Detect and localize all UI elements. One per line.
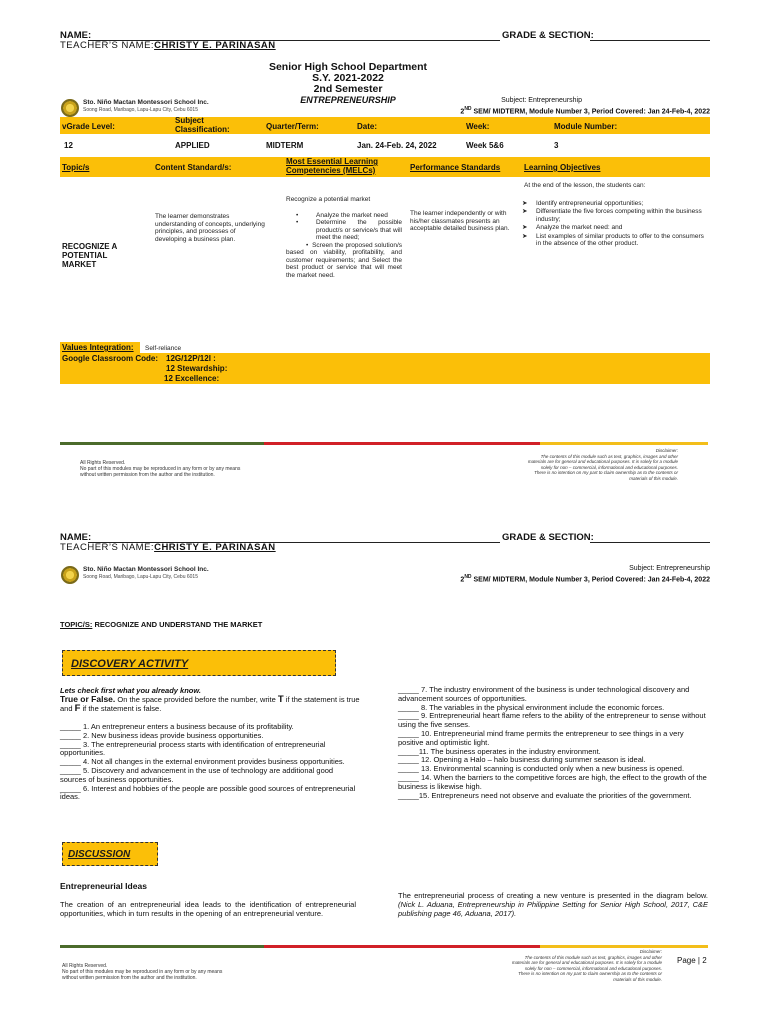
th-module-number: Module Number:	[554, 122, 618, 131]
td-module-number: 3	[554, 141, 559, 150]
discovery-activity-banner	[62, 650, 336, 676]
teacher-label: TEACHER’S NAME:	[60, 542, 155, 553]
gc-code-1: 12G/12P/12I :	[166, 354, 216, 363]
question-item: _____ 7. The industry environment of the business is under technological discovery and advancement sources of opportunities.	[398, 685, 690, 703]
grade-underline	[590, 542, 710, 543]
footer-bar-green	[60, 442, 264, 445]
td-week: Week 5&6	[466, 141, 504, 150]
grade-section-label: GRADE & SECTION:	[502, 532, 594, 543]
th-quarter-term: Quarter/Term:	[266, 122, 319, 131]
department-title: Senior High School Department	[268, 61, 428, 73]
discovery-activity-title: DISCOVERY ACTIVITY	[71, 658, 189, 670]
melc-item-3: • Screen the proposed solution/s based on viability, profitability, and customer requirements; and Select the best product or service that will meet the market need.	[286, 241, 402, 279]
footer-bar-yellow	[540, 945, 708, 948]
question-item: _____ 1. An entrepreneur enters a business because of its profitability.	[60, 722, 294, 731]
values-value: Self-reliance	[145, 345, 182, 352]
objectives-intro: At the end of the lesson, the students can:	[524, 182, 646, 189]
th-performance-standards: Performance Standards	[410, 163, 501, 172]
question-item: _____ 6. Interest and hobbies of the people are possible good sources of entrepreneurial ideas.	[60, 783, 356, 802]
question-item: _____ 5. Discovery and advancement in the use of technology are additional good sources of business opportunities.	[60, 765, 334, 784]
melc-list	[286, 212, 402, 242]
instruction-line: True or False. On the space provided before the number, write T if the statement is true and F if the statement is false.	[60, 694, 360, 714]
name-label: NAME:	[60, 30, 92, 41]
grade-section-label: GRADE & SECTION:	[502, 30, 594, 41]
objective-item: ➤ List examples of similar products to offer to the consumers in the absence of the other product.	[522, 233, 708, 248]
footer-bar-yellow	[540, 442, 708, 445]
objective-item: ➤ Identify entrepreneurial opportunities;	[522, 200, 708, 208]
footer-bar-red	[264, 945, 540, 948]
td-subject-classification: APPLIED	[175, 141, 210, 150]
questions-right	[398, 686, 708, 800]
td-performance-standard: The learner independently or with his/her classmates presents an acceptable detailed business plan.	[410, 210, 510, 232]
questions-left	[60, 723, 360, 802]
th-content-standards: Content Standard/s:	[155, 163, 232, 172]
subject-info	[400, 564, 710, 584]
school-info	[83, 99, 209, 113]
discussion-title: DISCUSSION	[68, 849, 131, 860]
school-info	[83, 566, 209, 580]
module-line: 2ND SEM/ MIDTERM, Module Number 3, Period Covered: Jan 24-Feb-4, 2022	[460, 574, 710, 584]
true-false-instructions	[60, 686, 360, 713]
td-topic: RECOGNIZE A POTENTIAL MARKET	[62, 242, 117, 269]
school-logo-icon	[61, 99, 79, 117]
name-label: NAME:	[60, 532, 92, 543]
melc-title: Recognize a potential market	[286, 196, 371, 203]
td-grade-level: 12	[64, 141, 73, 150]
td-content-standard: The learner demonstrates understanding of concepts, underlying principles, and processes of developing a business plan.	[155, 213, 265, 243]
teacher-name: CHRISTY E. PARINASAN	[154, 40, 276, 51]
th-topics: Topic/s	[62, 163, 90, 172]
topic-label: TOPIC/S:	[60, 620, 93, 629]
question-item: _____ 3. The entrepreneurial process starts with identification of entrepreneurial opportunities.	[60, 739, 326, 758]
objectives-list	[522, 200, 708, 248]
teacher-name: CHRISTY E. PARINASAN	[154, 542, 276, 553]
school-logo-icon	[61, 566, 79, 584]
paragraph-right: The entrepreneurial process of creating a new venture is presented in the diagram below. (Nick L. Aduana, Entrepreneurship in Philippine Setting for Senior High School, 2017, C&E publishing page 46, Aduana, 2017).	[398, 891, 708, 918]
module-line: 2ND SEM/ MIDTERM, Module Number 3, Period Covered: Jan 24-Feb-4, 2022	[460, 106, 710, 116]
objective-item: ➤ Analyze the market need: and	[522, 224, 708, 232]
school-address: Soong Road, Maribago, Lapu-Lapu City, Cebu 6015	[83, 574, 198, 580]
school-year: S.Y. 2021-2022	[312, 72, 384, 84]
copyright-notice: All Rights Reserved. No part of this modules may be reproduced in any form or by any means without written permission from the author and the institution.	[62, 963, 223, 981]
question-item: _____ 2. New business ideas provide business opportunities.	[60, 730, 264, 740]
question-item: _____ 4. Not all changes in the external environment provides business opportunities.	[60, 757, 345, 767]
th-subject-classification: Subject Classification:	[175, 116, 230, 134]
intro-line: Lets check first what you already know.	[60, 686, 202, 695]
td-melcs	[286, 196, 402, 279]
footer-bar-red	[264, 442, 540, 445]
teacher-label: TEACHER’S NAME:	[60, 40, 155, 51]
td-learning-objectives	[522, 182, 708, 249]
course-title: ENTREPRENEURSHIP	[300, 95, 396, 105]
grade-underline	[590, 40, 710, 41]
semester: 2nd Semester	[313, 83, 383, 95]
th-melcs: Most Essential Learning Competencies (MELCs)	[286, 157, 379, 175]
module-page-2	[0, 512, 768, 1024]
question-item: _____ 14. When the barriers to the competitive forces are high, the effect to the growth of the business is likewise high.	[398, 772, 707, 791]
school-address: Soong Road, Maribago, Lapu-Lapu City, Cebu 6015	[83, 107, 198, 113]
school-name: Sto. Niño Mactan Montessori School Inc.	[83, 566, 209, 573]
footer-bar-green	[60, 945, 264, 948]
gc-label: Google Classroom Code:	[62, 354, 159, 363]
question-item: _____ 12. Opening a Halo – halo business during summer season is ideal.	[398, 755, 646, 765]
th-learning-objectives: Learning Objectives	[524, 163, 601, 172]
page-number: Page | 2	[677, 956, 707, 965]
topic-heading	[60, 620, 262, 629]
subject-line: Subject: Entrepreneurship	[629, 565, 710, 572]
topic-text: RECOGNIZE AND UNDERSTAND THE MARKET	[92, 620, 263, 629]
school-name: Sto. Niño Mactan Montessori School Inc.	[83, 99, 209, 106]
values-label: Values Integration:	[62, 343, 134, 352]
question-item: _____ 9. Entrepreneurial heart flame refers to the ability of the entrepreneur to sense without using the five senses.	[398, 711, 706, 730]
melc-item: • Determine the possible product/s or service/s that will meet the need;	[286, 219, 402, 242]
disclaimer: Disclaimer: The contents of this module such as text, graphics, images and other materials are for general and educational purposes. It is solely for a module solely for non – commercial, informational and educational purposes. There is no intention on my part to claim ownership as to the contents or materials of this module.	[527, 448, 678, 481]
disclaimer: Disclaimer: The contents of this module such as text, graphics, images and other materials are for general and educational purposes. It is solely for a module solely for non – commercial, informational and educational purposes. There is no intention on my part to claim ownership as to the contents or materials of this module.	[511, 949, 662, 982]
th-grade-level: vGrade Level:	[62, 122, 115, 131]
discussion-banner	[62, 842, 158, 866]
th-week: Week:	[466, 122, 490, 131]
question-item: _____ 13. Environmental scanning is conducted only when a new business is opened.	[398, 764, 685, 774]
subject-line: Subject: Entrepreneurship	[501, 97, 582, 104]
question-item: _____15. Entrepreneurs need not observe and evaluate the priorities of the government.	[398, 790, 692, 800]
gc-code-2: 12 Stewardship:	[166, 364, 228, 373]
teacher-line	[60, 40, 276, 51]
copyright-notice: All Rights Reserved. No part of this modules may be reproduced in any form or by any means without written permission from the author and the institution.	[80, 460, 241, 478]
question-item: _____ 8. The variables in the physical environment include the economic forces.	[398, 702, 665, 712]
paragraph-left: The creation of an entrepreneurial idea leads to the identification of entrepreneurial opportunities, which in turn results in the opening of an entrepreneurial venture.	[60, 900, 356, 918]
question-item: _____11. The business operates in the industry environment.	[398, 746, 601, 756]
melc-item: • Analyze the market need	[286, 212, 402, 220]
gc-code-3: 12 Excellence:	[164, 374, 220, 383]
subject-info	[400, 96, 710, 116]
td-quarter-term: MIDTERM	[266, 141, 304, 150]
th-date: Date:	[357, 122, 378, 131]
teacher-line	[60, 542, 276, 553]
td-date: Jan. 24-Feb. 24, 2022	[357, 141, 437, 150]
question-item: _____ 10. Entrepreneurial mind frame permits the entrepreneur to see things in a very positive and optimistic light.	[398, 728, 684, 747]
objective-item: ➤ Differentiate the five forces competing within the business industry;	[522, 208, 708, 223]
section-subheading: Entrepreneurial Ideas	[60, 881, 147, 891]
